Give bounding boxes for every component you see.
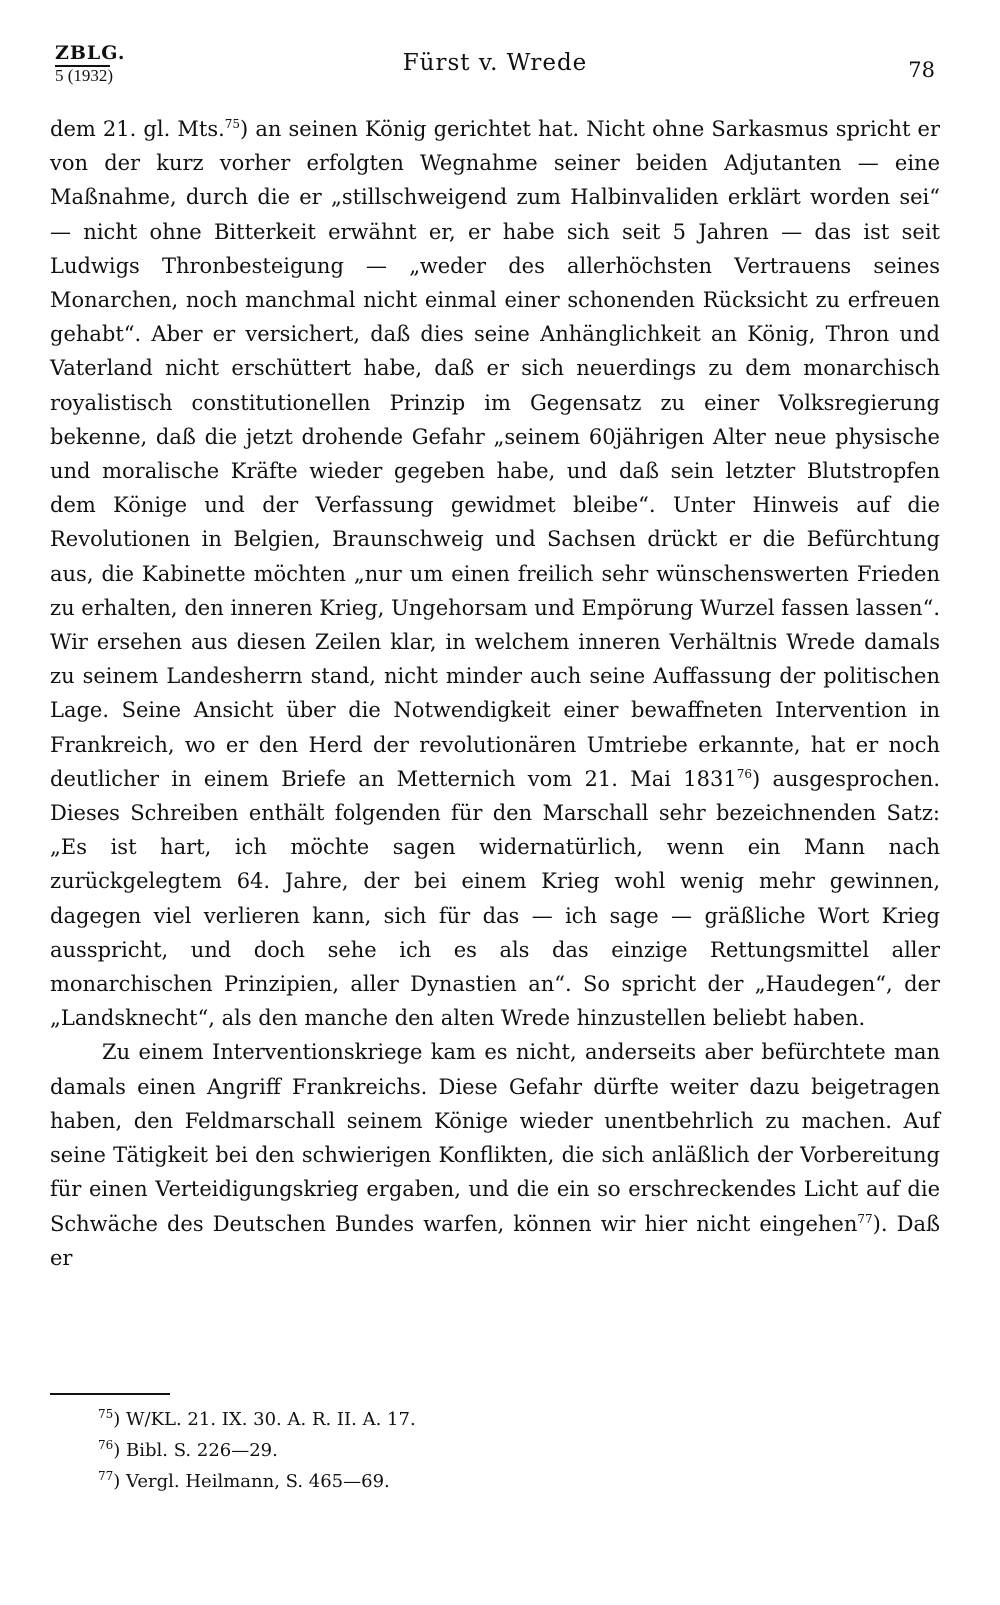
text-run: ) an seinen König gerichtet hat. Nicht ohne Sarkasmus spricht er von der kurz vorher erfolgten Wegnahme seiner beiden Adjutanten — eine Maßnahme, durch die er „stillschweigend zum Halbinvaliden erklärt worden sei“ — nicht ohne Bitterkeit erwähnt er, er habe sich seit 5 Jahren — das ist seit Ludwigs Thronbesteigung — „weder des allerhöchsten Vertrauens seines Monarchen, noch manchmal nicht einmal einer schonenden Rücksicht zu erfreuen gehabt“. Aber er versichert, daß dies seine Anhänglichkeit an König, Thron und Vaterland nicht erschüttert habe, daß er sich neuerdings zu dem monarchisch royalistisch constitutionellen Prinzip im Gegensatz zu einer Volksregierung bekenne, daß die jetzt drohende Gefahr „seinem 60jährigen Alter neue physische und moralische Kräfte wieder gegeben habe, und daß sein letzter Blutstropfen dem Könige und der Verfassung gewidmet bleibe“. Unter Hinweis auf die Revolutionen in Belgien, Braunschweig und Sachsen drückt er die Befürchtung aus, die Kabinette möchten „nur um einen freilich sehr wünschenswerten Frieden zu erhalten, den inneren Krieg, Ungehorsam und Empörung Wurzel fassen lassen“. Wir ersehen aus diesen Zeilen klar, in welchem inneren Verhältnis Wrede damals zu seinem Landesherrn stand, nicht minder auch seine Auffassung der politischen Lage. Seine Ansicht über die Notwendigkeit einer bewaffneten Intervention in Frankreich, wo er den Herd der revolutionären Umtriebe erkannte, hat er noch deutlicher in einem Briefe an Metternich vom 21. Mai 1831: [50, 117, 940, 791]
footnote-number: 75: [98, 1407, 114, 1421]
paragraph: [50, 112, 940, 1035]
body-text: [50, 112, 940, 1275]
footnote-reference: 75: [224, 117, 241, 131]
page-number: 78: [908, 58, 935, 82]
footnote-number: 76: [98, 1438, 114, 1452]
footnote-text: ) Vergl. Heilmann, S. 465—69.: [113, 1471, 390, 1492]
text-run: dem 21. gl. Mts.: [50, 117, 225, 141]
footnote-text: ) W/KL. 21. IX. 30. A. R. II. A. 17.: [113, 1409, 416, 1430]
footnote: [98, 1404, 798, 1435]
page-header: [55, 42, 935, 92]
text-run: ). Daß er: [50, 1211, 940, 1270]
text-run: ) ausgesprochen. Dieses Schreiben enthält folgenden für den Marschall sehr bezeichnenden Satz: „Es ist hart, ich möchte sagen widernatürlich, wenn ein Mann nach zurückgelegtem 64. Jahre, der bei einem Krieg wohl wenig mehr gewinnen, dagegen viel verlieren kann, sich für das — ich sage — gräßliche Wort Krieg ausspricht, und doch sehe ich es als das einzige Rettungsmittel aller monarchischen Prinzipien, aller Dynastien an“. So spricht der „Haudegen“, der „Landsknecht“, als den manche den alten Wrede hinzustellen beliebt haben.: [50, 766, 940, 1031]
journal-abbreviation: ZBLG.: [55, 42, 126, 64]
footnote: [98, 1466, 798, 1497]
footnote-number: 77: [98, 1469, 114, 1483]
text-run: Zu einem Interventionskriege kam es nicht, anderseits aber befürchtete man damals einen Angriff Frankreichs. Diese Gefahr dürfte weiter dazu beigetragen haben, den Feldmarschall seinem Könige wieder unentbehrlich zu machen. Auf seine Tätigkeit bei den schwierigen Konflikten, die sich anläßlich der Vorbereitung für einen Verteidigungskrieg ergaben, und die ein so erschreckendes Licht auf die Schwäche des Deutschen Bundes warfen, können wir hier nicht eingehen: [50, 1040, 940, 1236]
footnote-divider: [50, 1393, 170, 1395]
footnote-reference: 77: [857, 1211, 873, 1226]
paragraph: [50, 1035, 940, 1274]
footnote-text: ) Bibl. S. 226—29.: [113, 1440, 278, 1461]
running-title: Fürst v. Wrede: [402, 50, 588, 76]
journal-volume: 5 (1932): [55, 66, 114, 85]
footnote-reference: 76: [736, 766, 752, 781]
footnote: [98, 1435, 798, 1466]
footnotes: [98, 1404, 798, 1497]
